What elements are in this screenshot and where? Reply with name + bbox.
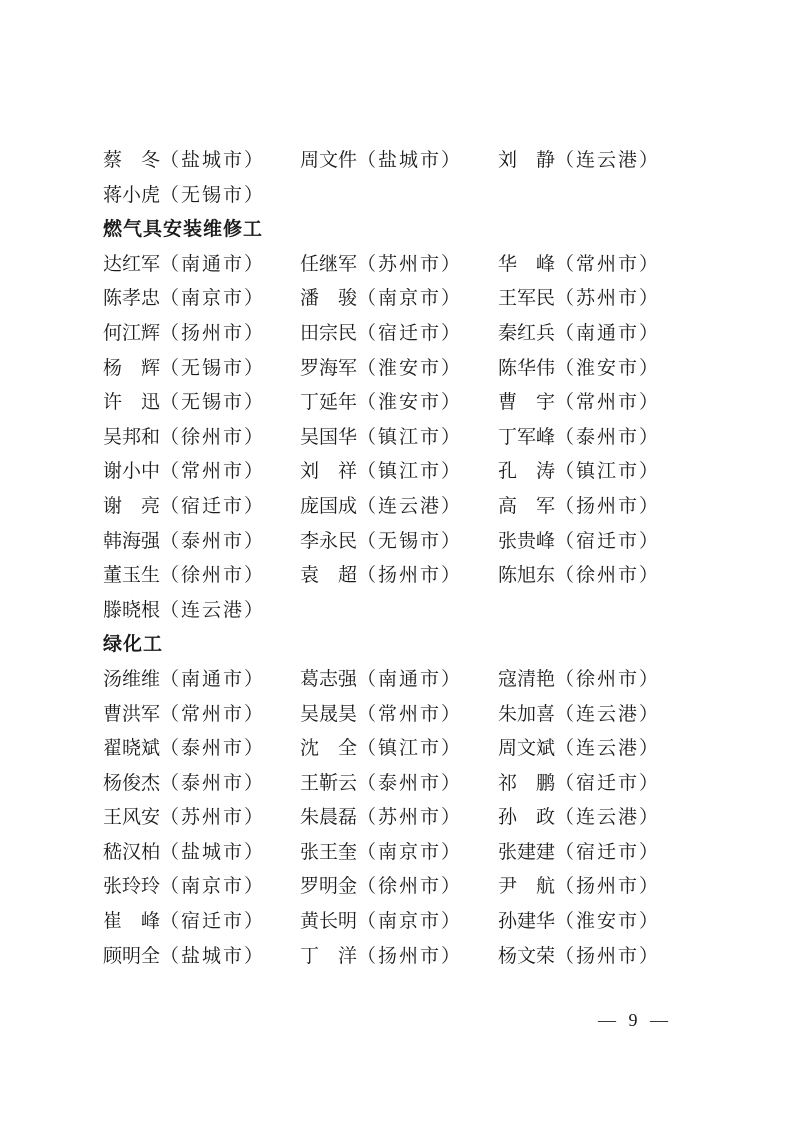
person-name: 谢 亮 [103,494,161,517]
list-row [103,489,703,524]
person-name: 袁 超 [300,564,358,587]
person-entry [103,454,265,489]
person-city: （宿迁市） [555,529,661,552]
person-city: （常州市） [160,702,266,725]
person-entry [498,662,660,697]
person-entry [300,939,462,974]
person-entry [300,524,462,559]
person-entry [300,662,462,697]
person-city: （苏州市） [357,806,463,829]
person-name: 陈华伟 [498,356,556,379]
person-name: 张玲玲 [103,875,161,898]
person-name: 王风安 [103,806,161,829]
person-entry [300,420,462,455]
person-name: 杨俊杰 [103,771,161,794]
person-name: 董玉生 [103,564,161,587]
person-entry [498,766,660,801]
person-city: （南通市） [160,252,266,275]
person-entry [498,351,660,386]
list-row [103,869,703,904]
list-row [103,835,703,870]
list-row [103,939,703,974]
person-entry [103,316,265,351]
person-name: 翟晓斌 [103,737,161,760]
list-row [103,662,703,697]
person-city: （徐州市） [555,667,661,690]
person-name: 庞国成 [300,494,358,517]
person-entry [103,662,265,697]
person-city: （盐城市） [357,149,463,171]
person-name: 罗海军 [300,356,358,379]
person-name: 许 迅 [103,391,161,414]
person-city: （连云港） [555,702,661,725]
person-entry [498,869,660,904]
person-name: 杨文荣 [498,944,556,967]
person-entry [300,800,462,835]
person-city: （无锡市） [160,391,266,414]
person-entry [103,766,265,801]
person-name: 黄长明 [300,910,358,933]
person-name: 潘 骏 [300,287,358,310]
person-city: （连云港） [555,737,661,760]
person-name: 周文斌 [498,737,556,760]
person-entry [103,869,265,904]
person-city: （连云港） [160,598,266,621]
list-row [103,351,703,386]
person-entry [498,385,660,420]
list-row [103,800,703,835]
person-entry [300,281,462,316]
list-row [103,247,703,282]
person-city: （镇江市） [555,460,661,483]
person-name: 顾明全 [103,944,161,967]
person-entry [498,731,660,766]
person-entry [300,731,462,766]
person-name: 朱加喜 [498,702,556,725]
person-city: （徐州市） [555,564,661,587]
list-row [103,385,703,420]
person-city: （苏州市） [160,806,266,829]
person-city: （常州市） [357,702,463,725]
person-name: 嵇汉柏 [103,840,161,863]
list-row [103,178,703,213]
person-entry [300,454,462,489]
person-entry [498,454,660,489]
person-entry [300,766,462,801]
person-entry [300,489,462,524]
person-name: 曹 宇 [498,391,556,414]
person-entry [103,247,265,282]
person-name: 秦红兵 [498,321,556,344]
person-entry [103,939,265,974]
person-city: （徐州市） [357,875,463,898]
person-entry [498,316,660,351]
person-name: 张建建 [498,840,556,863]
person-name: 吴国华 [300,425,358,448]
person-entry [103,558,265,593]
person-city: （连云港） [555,149,661,171]
person-city: （宿迁市） [555,771,661,794]
list-row [103,697,703,732]
person-entry [300,247,462,282]
person-name: 崔 峰 [103,910,161,933]
person-city: （南通市） [555,321,661,344]
list-row [103,593,703,628]
person-name: 滕晓根 [103,598,161,621]
person-city: （常州市） [160,460,266,483]
person-name: 葛志强 [300,667,358,690]
person-entry [103,489,265,524]
person-name: 高 军 [498,494,556,517]
person-name: 孙建华 [498,910,556,933]
list-row [103,766,703,801]
person-entry [300,904,462,939]
person-city: （无锡市） [357,529,463,552]
person-name: 华 峰 [498,252,556,275]
person-name: 罗明金 [300,875,358,898]
person-city: （泰州市） [160,771,266,794]
person-name: 陈旭东 [498,564,556,587]
page-number: — 9 — [598,1010,672,1030]
person-city: （南京市） [160,287,266,310]
person-city: （扬州市） [160,321,266,344]
person-entry [300,835,462,870]
person-entry [300,869,462,904]
person-city: （南京市） [357,287,463,310]
person-entry [103,281,265,316]
person-name: 任继军 [300,252,358,275]
person-name: 沈 全 [300,737,358,760]
person-city: （扬州市） [555,944,661,967]
person-name: 丁 洋 [300,944,358,967]
person-city: （南京市） [357,910,463,933]
person-entry [498,143,660,178]
person-name: 陈孝忠 [103,287,161,310]
person-name: 蒋小虎 [103,183,161,206]
person-city: （徐州市） [160,425,266,448]
section-heading: 燃气具安装维修工 [103,218,264,241]
person-entry [498,939,660,974]
person-name: 朱晨磊 [300,806,358,829]
section-heading: 绿化工 [103,633,164,656]
person-city: （淮安市） [357,391,463,414]
person-city: （盐城市） [160,840,266,863]
list-row [103,558,703,593]
person-name: 李永民 [300,529,358,552]
person-city: （泰州市） [555,425,661,448]
list-row [103,524,703,559]
person-city: （扬州市） [555,494,661,517]
person-entry [498,524,660,559]
person-city: （扬州市） [357,944,463,967]
person-entry [103,178,265,213]
person-entry [103,524,265,559]
person-city: （镇江市） [357,425,463,448]
person-entry [103,800,265,835]
person-name: 达红军 [103,252,161,275]
person-name: 孙 政 [498,806,556,829]
list-row [103,143,703,178]
person-entry [498,247,660,282]
person-city: （淮安市） [357,356,463,379]
person-name: 汤维维 [103,667,161,690]
person-city: （扬州市） [357,564,463,587]
person-entry [498,420,660,455]
person-entry [498,800,660,835]
person-city: （徐州市） [160,564,266,587]
person-city: （南通市） [357,667,463,690]
person-city: （连云港） [357,494,463,517]
list-row [103,281,703,316]
list-row [103,904,703,939]
person-city: （扬州市） [555,875,661,898]
person-city: （南京市） [357,840,463,863]
person-name: 蔡 冬 [103,149,161,171]
person-entry [300,385,462,420]
person-city: （泰州市） [160,737,266,760]
person-name: 张王奎 [300,840,358,863]
person-name: 谢小中 [103,460,161,483]
person-city: （镇江市） [357,460,463,483]
person-city: （苏州市） [357,252,463,275]
person-entry [300,558,462,593]
person-entry [498,697,660,732]
list-row [103,316,703,351]
person-city: （常州市） [555,252,661,275]
person-city: （泰州市） [160,529,266,552]
person-entry [498,835,660,870]
person-city: （无锡市） [160,356,266,379]
person-entry [103,697,265,732]
person-name: 丁延年 [300,391,358,414]
person-city: （宿迁市） [160,494,266,517]
person-city: （盐城市） [160,944,266,967]
person-entry [300,143,462,178]
person-name: 曹洪军 [103,702,161,725]
person-name: 刘 祥 [300,460,358,483]
person-city: （常州市） [555,391,661,414]
person-name: 刘 静 [498,149,556,171]
person-entry [103,385,265,420]
person-name: 田宗民 [300,321,358,344]
person-entry [103,904,265,939]
person-entry [498,489,660,524]
person-city: （淮安市） [555,356,661,379]
person-entry [300,316,462,351]
person-city: （泰州市） [357,771,463,794]
person-entry [103,835,265,870]
list-row [103,420,703,455]
person-entry [103,593,265,628]
person-name: 张贵峰 [498,529,556,552]
person-name: 祁 鹏 [498,771,556,794]
person-city: （连云港） [555,806,661,829]
person-name: 吴晟昊 [300,702,358,725]
person-name: 吴邦和 [103,425,161,448]
person-city: （宿迁市） [357,321,463,344]
person-name: 周文件 [300,149,358,171]
person-entry [103,351,265,386]
person-name: 孔 涛 [498,460,556,483]
person-city: （南通市） [160,667,266,690]
person-name: 王靳云 [300,771,358,794]
person-name: 丁军峰 [498,425,556,448]
list-row [103,731,703,766]
person-city: （盐城市） [160,149,266,171]
person-city: （苏州市） [555,287,661,310]
person-city: （宿迁市） [160,910,266,933]
person-entry [103,420,265,455]
person-name: 王军民 [498,287,556,310]
person-entry [498,558,660,593]
person-name: 寇清艳 [498,667,556,690]
person-city: （无锡市） [160,183,266,206]
person-city: （南京市） [160,875,266,898]
person-name: 何江辉 [103,321,161,344]
person-entry [103,731,265,766]
person-city: （淮安市） [555,910,661,933]
person-entry [103,143,265,178]
person-entry [300,697,462,732]
person-name: 尹 航 [498,875,556,898]
person-entry [498,904,660,939]
person-name: 韩海强 [103,529,161,552]
person-entry [300,351,462,386]
list-row [103,454,703,489]
person-city: （镇江市） [357,737,463,760]
person-entry [498,281,660,316]
person-city: （宿迁市） [555,840,661,863]
person-name: 杨 辉 [103,356,161,379]
name-list [103,143,703,973]
